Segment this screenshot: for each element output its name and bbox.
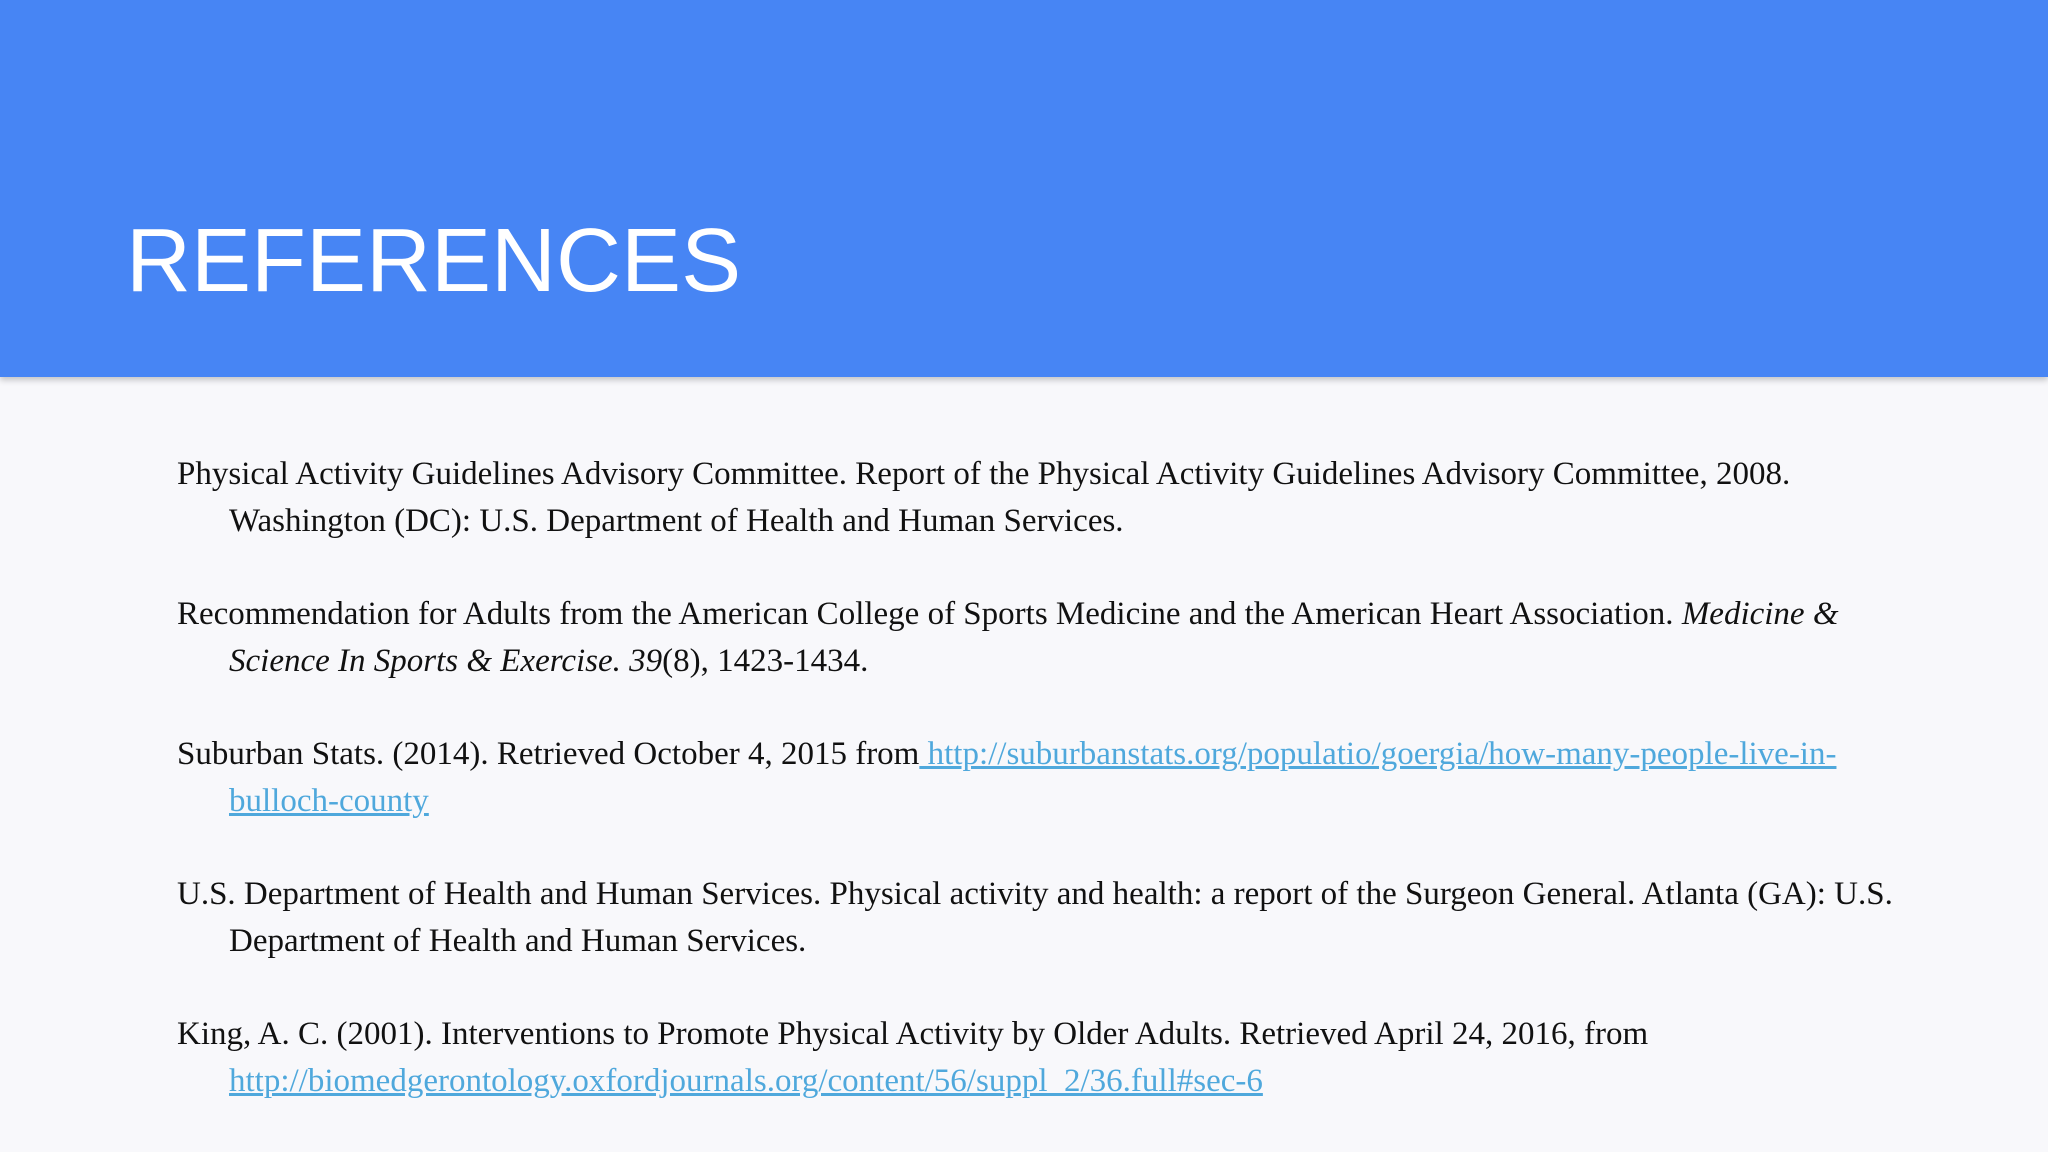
reference-text: U.S. Department of Health and Human Services. Physical activity and health: a report of the Surgeon General. Atlanta (GA): U.S. Department of Health and Human Services. xyxy=(177,876,1893,959)
reference-text: Physical Activity Guidelines Advisory Committee. Report of the Physical Activity Guidelines Advisory Committee, 2008. Washington (DC): U.S. Department of Health and Human Services. xyxy=(177,456,1791,539)
title-bar xyxy=(0,0,2048,377)
reference-text: Suburban Stats. (2014). Retrieved October 4, 2015 from xyxy=(177,736,920,772)
reference-item-1 xyxy=(177,451,1917,545)
references-list xyxy=(177,451,1917,1151)
journal-title: Medicine & Science In Sports & Exercise. 39 xyxy=(229,596,1839,679)
reference-item-5 xyxy=(177,1011,1917,1105)
reference-item-4 xyxy=(177,871,1917,965)
reference-item-3 xyxy=(177,731,1917,825)
reference-text: Recommendation for Adults from the American College of Sports Medicine and the American Heart Association. xyxy=(177,596,1682,632)
reference-text: (8), 1423-1434. xyxy=(662,643,869,679)
reference-item-2 xyxy=(177,591,1917,685)
reference-text: King, A. C. (2001). Interventions to Promote Physical Activity by Older Adults. Retrieved April 24, 2016, from xyxy=(177,1016,1649,1052)
reference-link[interactable]: http://biomedgerontology.oxfordjournals.org/content/56/suppl_2/36.full#sec-6 xyxy=(229,1063,1263,1099)
reference-link[interactable]: http://suburbanstats.org/populatio/goergia/how-many-people-live-in-bulloch-county xyxy=(229,736,1837,819)
slide-title: REFERENCES xyxy=(126,211,742,311)
